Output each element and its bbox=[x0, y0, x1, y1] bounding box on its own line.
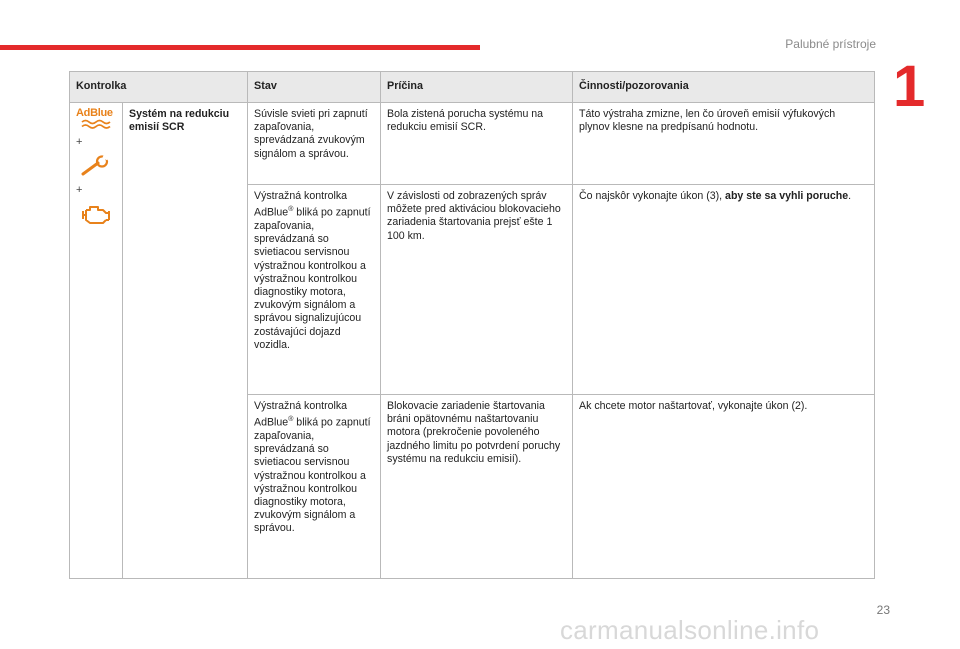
plus-sign: + bbox=[76, 184, 83, 196]
plus-sign: + bbox=[76, 136, 83, 148]
state-text: bliká po zapnutí zapaľovania, sprevádzaná so svietiacou servisnou výstražnou kontrolkou a výstražnou kontrolkou diagnostiky motora, zvukovým signálom a správou signalizujúcou zostávajúci dojazd vozidla. bbox=[254, 206, 371, 351]
chapter-number: 1 bbox=[893, 54, 926, 119]
action-emphasis: aby ste sa vyhli poruche bbox=[725, 190, 849, 202]
state-text: Výstražná kontrolka AdBlue bbox=[254, 400, 348, 429]
adblue-warning-icon bbox=[81, 119, 111, 129]
accent-red-bar bbox=[0, 45, 480, 50]
column-header-stav: Stav bbox=[248, 72, 381, 103]
table-header-row bbox=[70, 72, 875, 103]
action-text: . bbox=[848, 190, 852, 202]
system-name: Systém na redukciu emisií SCR bbox=[129, 108, 230, 134]
action-cell: Táto výstraha zmizne, len čo úroveň emisií výfukových plynov klesne na predpísanú hodnotu. bbox=[573, 103, 875, 185]
registered-mark: ® bbox=[288, 206, 294, 214]
state-text: bliká po zapnutí zapaľovania, sprevádzaná so svietiacou servisnou výstražnou kontrolkou a výstražnou kontrolkou diagnostiky motora, zvukovým signálom a správou. bbox=[254, 416, 371, 535]
column-header-kontrolka: Kontrolka bbox=[70, 72, 248, 103]
cause-cell: Blokovacie zariadenie štartovania bráni opätovnému naštartovaniu motora (prekročenie povoleného jazdného limitu po potvrdení poruchy systému na redukciu emisií). bbox=[381, 395, 573, 579]
state-cell: Súvisle svieti pri zapnutí zapaľovania, sprevádzaná zvukovým signálom a správou. bbox=[248, 103, 381, 185]
state-text: Výstražná kontrolka AdBlue bbox=[254, 190, 348, 219]
registered-mark: ® bbox=[288, 416, 294, 424]
table-row bbox=[70, 103, 875, 185]
adblue-label: AdBlue bbox=[76, 107, 113, 119]
action-cell bbox=[573, 185, 875, 395]
state-cell bbox=[248, 395, 381, 579]
service-wrench-icon bbox=[81, 155, 111, 177]
section-title: Palubné prístroje bbox=[785, 37, 876, 51]
column-header-cinnosti: Činnosti/pozorovania bbox=[573, 72, 875, 103]
engine-diagnostic-icon bbox=[80, 203, 112, 225]
state-cell bbox=[248, 185, 381, 395]
warning-lights-table bbox=[69, 71, 875, 579]
action-text: Čo najskôr vykonajte úkon (3), bbox=[579, 190, 726, 202]
cause-cell: Bola zistená porucha systému na redukciu emisií SCR. bbox=[381, 103, 573, 185]
indicator-icons-cell bbox=[70, 103, 123, 579]
system-name-cell bbox=[123, 103, 248, 579]
cause-cell: V závislosti od zobrazených správ môžete pred aktiváciou blokovacieho zariadenia štartovania prejsť ešte 1 100 km. bbox=[381, 185, 573, 395]
action-cell: Ak chcete motor naštartovať, vykonajte úkon (2). bbox=[573, 395, 875, 579]
column-header-pricina: Príčina bbox=[381, 72, 573, 103]
watermark: carmanualsonline.info bbox=[560, 615, 820, 645]
page-number: 23 bbox=[876, 603, 890, 617]
